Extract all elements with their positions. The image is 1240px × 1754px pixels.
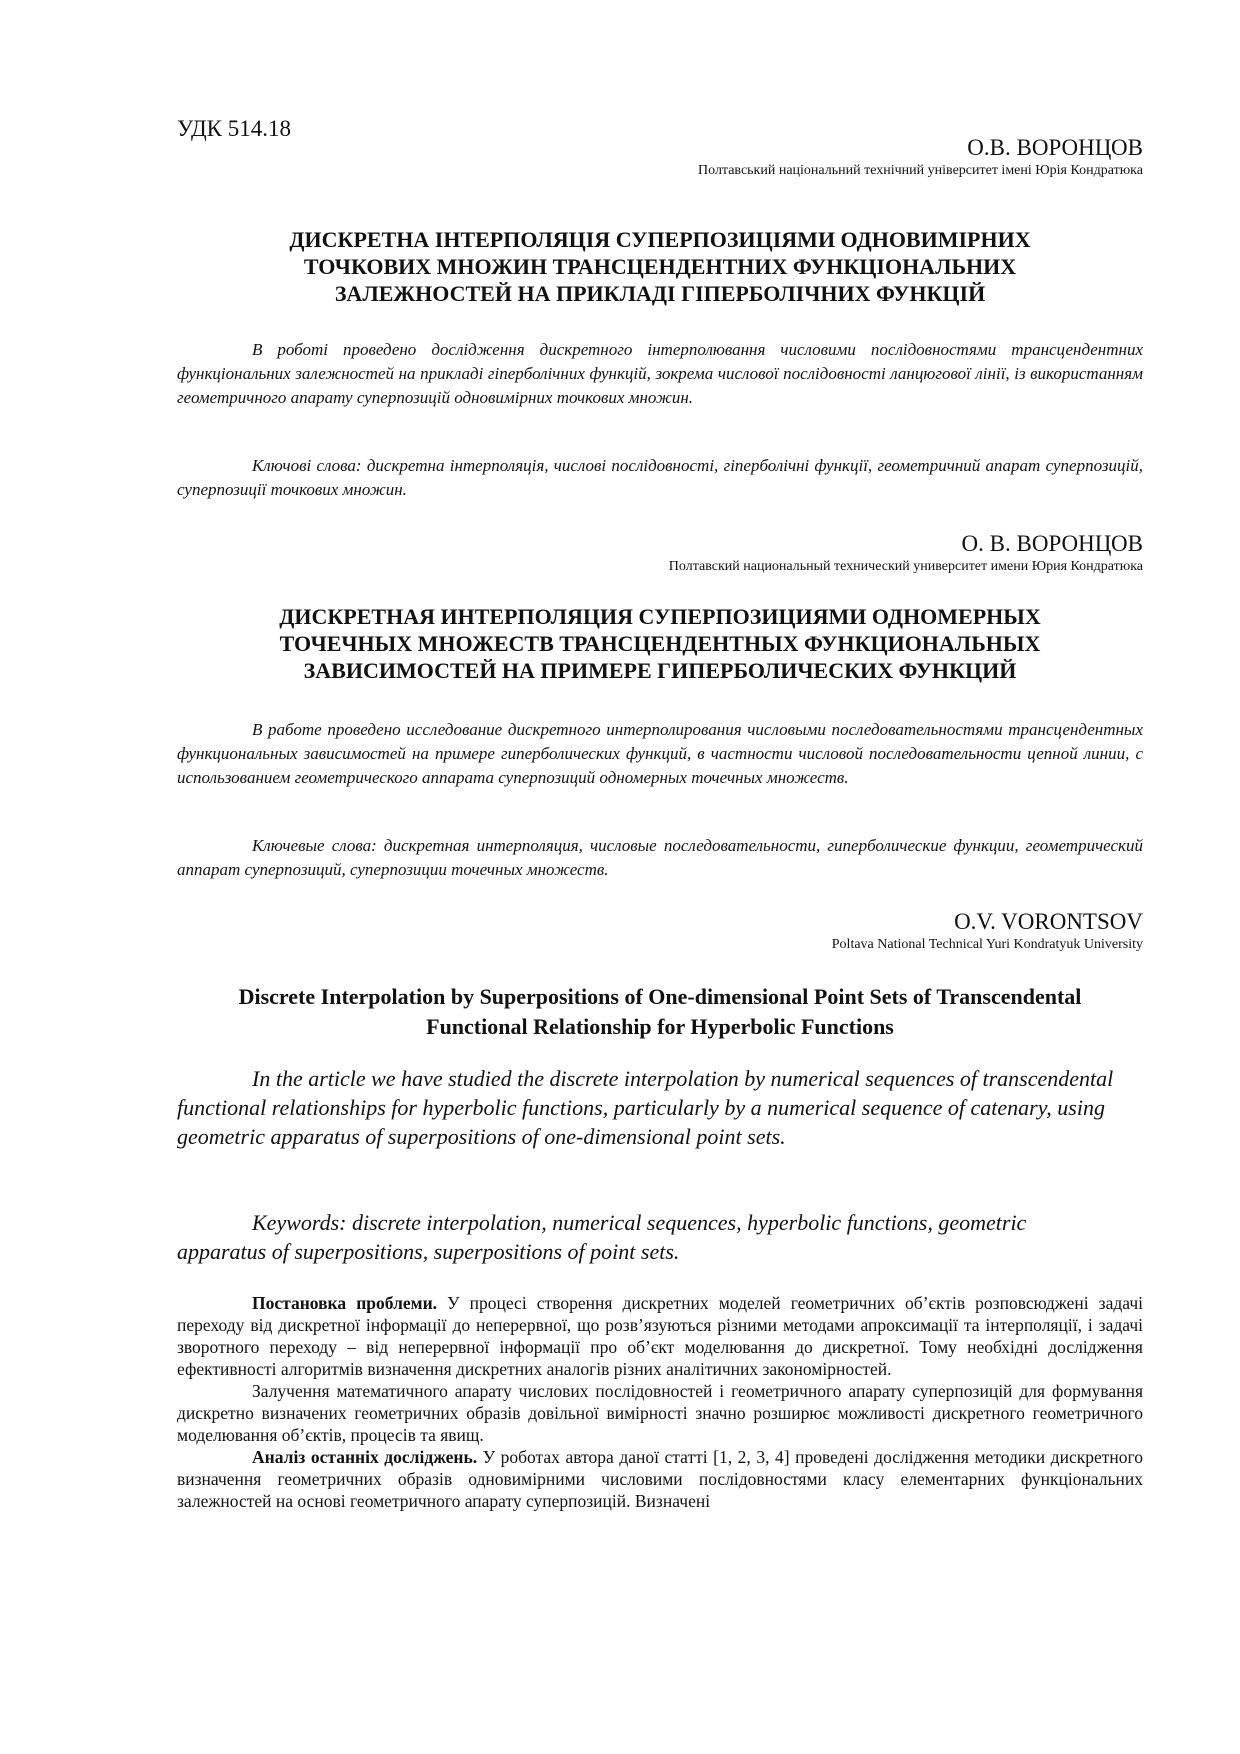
body-paragraph (177, 1446, 1143, 1512)
ru-title-line: ДИСКРЕТНАЯ ИНТЕРПОЛЯЦИЯ СУПЕРПОЗИЦИЯМИ ОДНОМЕРНЫХ (279, 604, 1041, 629)
ru-abstract-block (177, 718, 1143, 790)
section-heading: Постановка проблеми. (252, 1293, 438, 1313)
uk-abstract: В роботі проведено дослідження дискретного інтерполювання числовими послідовностями трансцендентних функціональних залежностей на прикладі гіперболічних функцій, зокрема числової послідовності ланцюгової лінії, із використанням геометричного апарату суперпозицій одновимірних точкових множин. (177, 340, 1143, 407)
paragraph-text: У роботах автора даної статті [1, 2, 3, 4] проведені дослідження методики дискретного визначення геометричних образів одновимірними числовими послідовностями класу елементарних функціональних залежностей на основі геометричного апарату суперпозицій. Визначені (177, 1447, 1143, 1511)
uk-keywords-block (177, 454, 1143, 502)
body-text (177, 1292, 1143, 1512)
section-heading: Аналіз останніх досліджень. (252, 1447, 478, 1467)
en-title (177, 982, 1143, 1042)
uk-title-line: ТОЧКОВИХ МНОЖИН ТРАНСЦЕНДЕНТНИХ ФУНКЦІОНАЛЬНИХ (303, 254, 1017, 279)
uk-author-block (177, 134, 1143, 180)
body-paragraph (177, 1292, 1143, 1380)
en-title-line: Discrete Interpolation by Superpositions of One-dimensional Point Sets of Transcendental (238, 984, 1082, 1009)
ru-title-line: ЗАВИСИМОСТЕЙ НА ПРИМЕРЕ ГИПЕРБОЛИЧЕСКИХ ФУНКЦИЙ (303, 658, 1017, 683)
ru-author-block (177, 530, 1143, 576)
uk-title-line: ЗАЛЕЖНОСТЕЙ НА ПРИКЛАДІ ГІПЕРБОЛІЧНИХ ФУНКЦІЙ (334, 281, 986, 306)
paragraph-text: У процесі створення дискретних моделей геометричних об’єктів розповсюджені задачі переходу від дискретної інформації до неперервної, що розв’язуються різними методами апроксимації та інтерполяції, і задачі зворотного переходу – від неперервної інформації про об’єкт моделювання до дискретної. Тому необхідні дослідження ефективності алгоритмів визначення дискретних аналогів різних аналітичних закономірностей. (177, 1293, 1143, 1379)
ru-abstract: В работе проведено исследование дискретного интерполирования числовыми последовательностями трансцендентных функциональных зависимостей на примере гиперболических функций, в частности числовой последовательности цепной линии, с использованием геометрического аппарата суперпозиций одномерных точечных множеств. (177, 720, 1143, 787)
uk-keywords: Ключові слова: дискретна інтерполяція, числові послідовності, гіперболічні функції, геометричний апарат суперпозицій, суперпозиції точкових множин. (177, 456, 1143, 499)
ru-title-line: ТОЧЕЧНЫХ МНОЖЕСТВ ТРАНСЦЕНДЕНТНЫХ ФУНКЦИОНАЛЬНЫХ (279, 631, 1041, 656)
uk-title (177, 226, 1143, 307)
uk-abstract-block (177, 338, 1143, 410)
ru-author: О. В. ВОРОНЦОВ (961, 531, 1143, 556)
en-title-line: Functional Relationship for Hyperbolic Functions (426, 1014, 894, 1039)
en-author: O.V. VORONTSOV (954, 909, 1143, 934)
uk-author: О.В. ВОРОНЦОВ (967, 135, 1143, 160)
ru-title (177, 603, 1143, 684)
paragraph-text: Залучення математичного апарату числових послідовностей і геометричного апарату суперпозицій для формування дискретно визначених геометричних образів довільної вимірності значно розширює можливості дискретного геометричного моделювання об’єктів, процесів та явищ. (177, 1381, 1143, 1445)
en-abstract: In the article we have studied the discrete interpolation by numerical sequences of transcendental functional relationships for hyperbolic functions, particularly by a numerical sequence of catenary, using geometric apparatus of superpositions of one-dimensional point sets. (177, 1066, 1114, 1149)
body-paragraph (177, 1380, 1143, 1446)
udk-code: УДК 514.18 (177, 116, 291, 141)
en-abstract-block (177, 1064, 1117, 1151)
uk-affiliation: Полтавський національний технічний університет імені Юрія Кондратюка (698, 163, 1143, 178)
ru-keywords-block (177, 834, 1143, 882)
en-keywords-block (177, 1208, 1117, 1266)
en-author-block (177, 908, 1143, 954)
uk-title-line: ДИСКРЕТНА ІНТЕРПОЛЯЦІЯ СУПЕРПОЗИЦІЯМИ ОДНОВИМІРНИХ (289, 227, 1031, 252)
en-keywords: Keywords: discrete interpolation, numerical sequences, hyperbolic functions, geometric apparatus of superpositions, superpositions of point sets. (177, 1210, 1027, 1264)
ru-affiliation: Полтавский национальный технический университет имени Юрия Кондратюка (668, 559, 1143, 574)
ru-keywords: Ключевые слова: дискретная интерполяция, числовые последовательности, гиперболические функции, геометрический аппарат суперпозиций, суперпозиции точечных множеств. (177, 836, 1143, 879)
en-affiliation: Poltava National Technical Yuri Kondratyuk University (831, 937, 1143, 952)
